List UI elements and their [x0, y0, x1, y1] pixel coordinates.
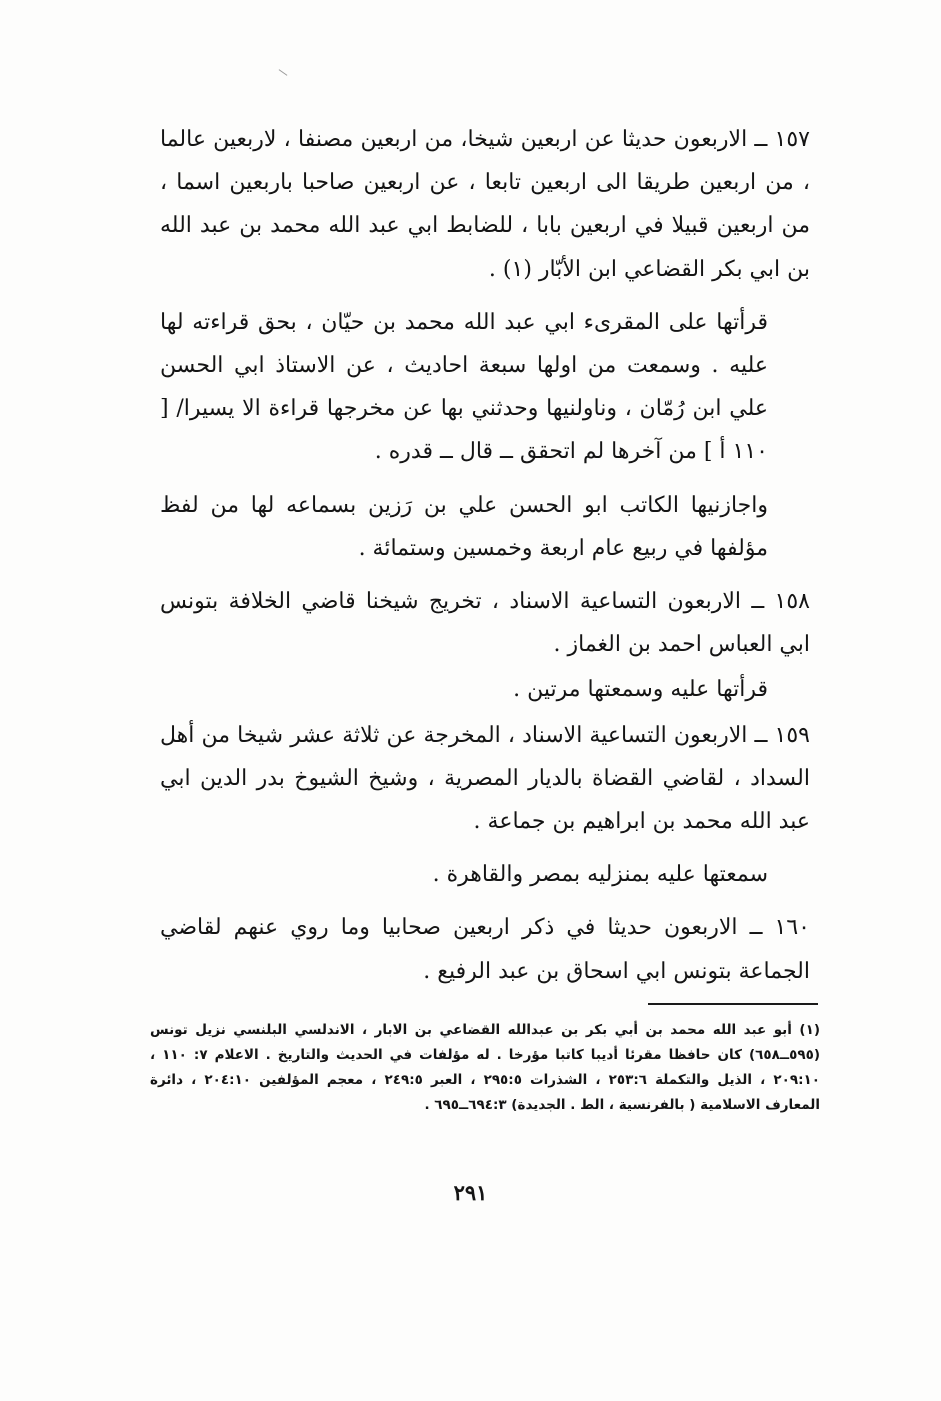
footnotes — [150, 1018, 820, 1118]
main-text — [160, 118, 810, 993]
entry-158-reading: قرأتها عليه وسمعتها مرتين . — [513, 677, 768, 703]
footnote-separator — [648, 1003, 818, 1005]
entry-159-hearing: سمعتها عليه بمنزليه بمصر والقاهرة . — [432, 862, 768, 888]
entry-158: ١٥٨ ــ الاربعون التساعية الاسناد ، تخريج شيخنا قاضي الخلافة بتونس ابي العباس احمد بن الغماز . — [160, 589, 810, 658]
entry-157-reading: قرأتها على المقرىء ابي عبد الله محمد بن حيّان ، بحق قراءته لها عليه . وسمعت من اولها سبعة احاديث ، عن الاستاذ ابي الحسن علي ابن رُمّان ، وناولنيها وحدثني بها عن مخرجها قراءة الا يسيرا/ [ ١١٠ أ ] من آخرها لم اتحقق ــ قال ــ قدره . — [160, 309, 768, 465]
entry-157: ١٥٧ ــ الاربعون حديثا عن اربعين شيخا، من اربعين مصنفا ، لاربعين عالما ، من اربعين طريقا الى اربعين تابعا ، عن اربعين صاحبا باربعين اسما ، من اربعين قبيلا في اربعين بابا ، للضابط ابي عبد الله محمد بن عبد الله بن ابي بكر القضاعي ابن الأبّار (١) . — [160, 127, 810, 282]
entry-160: ١٦٠ ــ الاربعون حديثا في ذكر اربعين صحابيا وما روي عنهم لقاضي الجماعة بتونس ابي اسحاق بن عبد الرفيع . — [160, 915, 810, 984]
entry-159: ١٥٩ ــ الاربعون التساعية الاسناد ، المخرجة عن ثلاثة عشر شيخا من أهل السداد ، لقاضي القضاة بالديار المصرية ، وشيخ الشيوخ بدر الدين ابي عبد الله محمد بن ابراهيم بن جماعة . — [160, 722, 810, 835]
footnote-1: (١) أبو عبد الله محمد بن أبي بكر بن عبدالله القضاعي بن الابار ، الاندلسي البلنسي نزيل تونس (٥٩٥ــ٦٥٨) كان حافظا مقرئا أديبا كاتبا مؤرخا . له مؤلفات في الحديث والتاريخ . الاعلام ٧: ١١٠ ، ٢٠٩:١٠ ، الذيل والتكملة ٢٥٣:٦ ، الشذرات ٢٩٥:٥ ، العبر ٢٤٩:٥ ، معجم المؤلفين ٢٠٤:١٠ ، دائرة المعارف الاسلامية ( بالفرنسية ، الط . الجديدة) ٦٩٤:٣ــ٦٩٥ . — [150, 1022, 820, 1113]
stray-pen-mark — [279, 69, 288, 76]
entry-157-license: واجازنيها الكاتب ابو الحسن علي بن رَزين بسماعه لها من لفظ مؤلفها في ربيع عام اربعة وخمسين وستمائة . — [160, 492, 768, 561]
page-number: ٢٩١ — [453, 1180, 488, 1205]
